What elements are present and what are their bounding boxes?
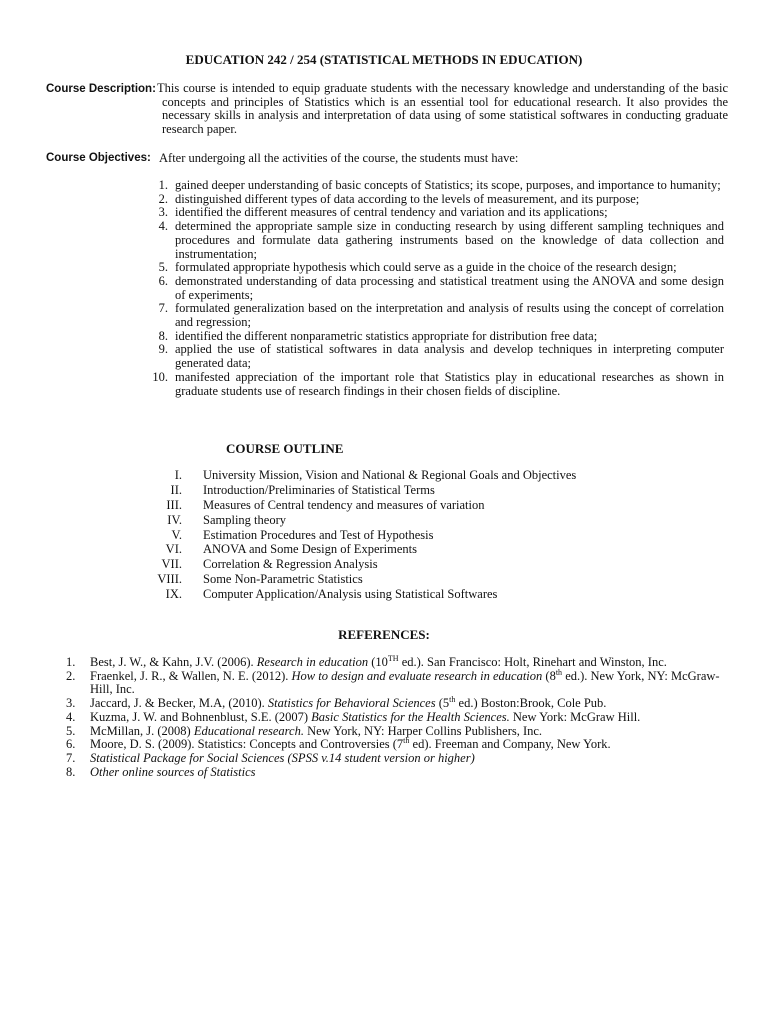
objective-item: 1. gained deeper understanding of basic concepts of Statistics; its scope, purposes, and importance to humanity; — [158, 178, 721, 192]
objective-item: 5. formulated appropriate hypothesis which could serve as a guide in the choice of the research design; — [158, 260, 677, 275]
outline-item: III. Measures of Central tendency and measures of variation — [166, 497, 485, 512]
course-description-text: This course is intended to equip graduate students with the necessary knowledge and understanding of the basic concepts and principles of Statistics which is an essential tool for educational research. It also provides the necessary skills in analysis and interpretation of data using of some statistical softwares in conducting graduate research paper. — [157, 81, 728, 136]
outline-item: VIII. Some Non-Parametric Statistics — [157, 572, 363, 587]
reference-item: 2. Fraenkel, J. R., & Wallen, N. E. (2012). How to design and evaluate research in education (8th ed.). New York, NY: McGraw-Hill, Inc. — [66, 667, 720, 697]
outline-item: II. Introduction/Preliminaries of Statistical Terms — [170, 482, 435, 497]
objective-item: 9. applied the use of statistical softwares in data analysis and develop techniques in interpreting computer generated data; — [158, 342, 724, 371]
course-description-label: Course Description: — [46, 83, 156, 95]
objectives-list — [150, 179, 724, 398]
objective-item: 10. manifested appreciation of the important role that Statistics play in educational researches as shown in graduate students use of research findings in their chosen fields of discipline. — [152, 369, 724, 398]
objective-item: 7. formulated generalization based on the interpretation and analysis of results using the concept of correlation and regression; — [158, 301, 724, 330]
outline-item: VII. Correlation & Regression Analysis — [161, 557, 378, 572]
reference-item: 6. Moore, D. S. (2009). Statistics: Concepts and Controversies (7th ed). Freeman and Company, New York. — [66, 736, 611, 752]
references-heading: REFERENCES: — [338, 627, 430, 642]
outline-item: IX. Computer Application/Analysis using Statistical Softwares — [165, 587, 498, 602]
objective-item: 6. demonstrated understanding of data processing and statistical treatment using the ANOVA and some design of experiments; — [158, 273, 724, 302]
document-title: EDUCATION 242 / 254 (STATISTICAL METHODS IN EDUCATION) — [185, 52, 583, 67]
reference-item: 7. Statistical Package for Social Sciences (SPSS v.14 student version or higher) — [66, 750, 475, 765]
objective-item: 8. identified the different nonparametric statistics appropriate for distribution free data; — [158, 328, 598, 343]
reference-item: 5. McMillan, J. (2008) Educational research. New York, NY: Harper Collins Publishers, Inc. — [66, 723, 543, 738]
objective-item: 4. determined the appropriate sample size in conducting research by using different sampling techniques and procedures and formulate data gathering instruments based on the knowledge of data collection and instrumentation; — [158, 219, 724, 261]
reference-item: 8. Other online sources of Statistics — [66, 764, 256, 779]
course-objectives-label: Course Objectives: — [46, 152, 151, 164]
course-outline-list — [150, 468, 576, 602]
outline-item: I. University Mission, Vision and National & Regional Goals and Objectives — [174, 468, 577, 482]
objective-item: 3. identified the different measures of central tendency and variation and its applications; — [158, 205, 608, 220]
objective-item: 2. distinguished different types of data according to the levels of measurement, and its purpose; — [158, 191, 640, 206]
reference-item: 4. Kuzma, J. W. and Bohnenblust, S.E. (2007) Basic Statistics for the Health Sciences. New York: McGraw Hill. — [66, 709, 641, 724]
outline-item: VI. ANOVA and Some Design of Experiments — [165, 542, 417, 557]
outline-item: IV. Sampling theory — [167, 512, 286, 527]
reference-item: 3. Jaccard, J. & Becker, M.A, (2010). Statistics for Behavioral Sciences (5th ed.) Boston:Brook, Cole Pub. — [66, 694, 607, 711]
references-list — [66, 653, 726, 779]
outline-item: V. Estimation Procedures and Test of Hypothesis — [171, 527, 434, 542]
course-objectives-intro: After undergoing all the activities of the course, the students must have: — [159, 151, 519, 165]
course-outline-heading: COURSE OUTLINE — [226, 441, 344, 456]
reference-item: 1. Best, J. W., & Kahn, J.V. (2006). Research in education (10TH ed.). San Francisco: Holt, Rinehart and Winston, Inc. — [66, 653, 667, 669]
